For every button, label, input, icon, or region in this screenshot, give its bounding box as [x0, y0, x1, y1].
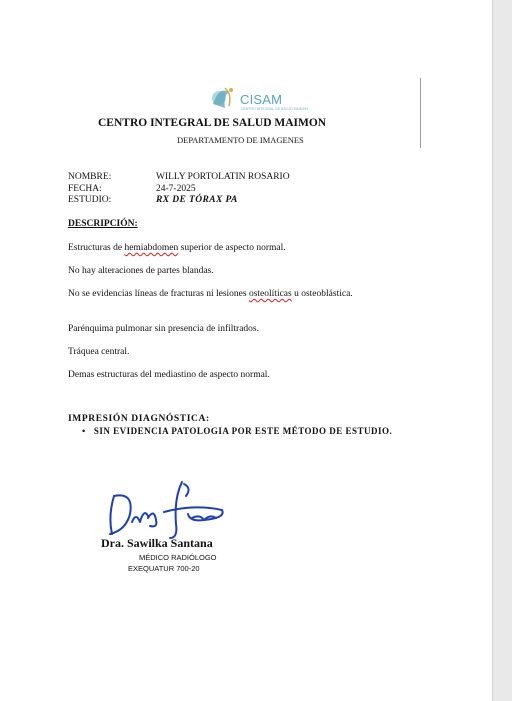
logo-wordmark: CISAM [240, 92, 283, 107]
text-run: No se evidencias líneas de fracturas ni lesiones [68, 289, 249, 299]
date-value: 24-7-2025 [156, 184, 196, 194]
description-paragraph: Tráquea central. [68, 347, 130, 357]
impression-item-text: SIN EVIDENCIA PATOLOGIA POR ESTE MÉTODO DE ESTUDIO. [93, 426, 393, 436]
signature-name: Dra. Sawilka Santana [101, 536, 213, 550]
impression-item: • SIN EVIDENCIA PATOLOGIA POR ESTE MÉTODO DE ESTUDIO. [82, 426, 393, 436]
description-paragraph: Demas estructuras del mediastino de aspecto normal. [68, 370, 270, 380]
impression-heading: IMPRESIÓN DIAGNÓSTICA: [68, 414, 210, 424]
department-label: DEPARTAMENTO DE IMAGENES [177, 135, 304, 145]
signature-role: MÉDICO RADIÓLOGO [139, 553, 217, 562]
vertical-scrollbar[interactable] [492, 0, 512, 701]
signature-exequatur: EXEQUATUR 700-20 [128, 564, 200, 573]
description-paragraph: No hay alteraciones de partes blandas. [68, 266, 214, 276]
name-label: NOMBRE: [68, 172, 112, 182]
page-title: CENTRO INTEGRAL DE SALUD MAIMON [98, 117, 327, 129]
description-paragraph [68, 242, 388, 254]
text-run: superior de aspecto normal. [178, 243, 286, 253]
name-value: WILLY PORTOLATIN ROSARIO [156, 172, 290, 182]
date-label: FECHA: [68, 184, 102, 194]
misspelled-word: osteolíticas [248, 289, 292, 299]
study-label: ESTUDIO: [68, 195, 112, 205]
logo-tagline: CENTRO INTEGRAL DE SALUD MAIMON [241, 107, 308, 111]
text-run: u osteoblástica. [291, 289, 353, 299]
description-paragraph [68, 288, 368, 300]
signature-image [104, 478, 234, 542]
description-heading: DESCRIPCIÓN: [68, 219, 138, 229]
study-value: RX DE TÓRAX PA [156, 195, 238, 205]
text-run: Estructuras de [68, 243, 125, 253]
margin-divider [420, 78, 421, 148]
description-paragraph: Parénquima pulmonar sin presencia de infiltrados. [68, 324, 260, 334]
misspelled-word: hemiabdomen [124, 243, 179, 253]
